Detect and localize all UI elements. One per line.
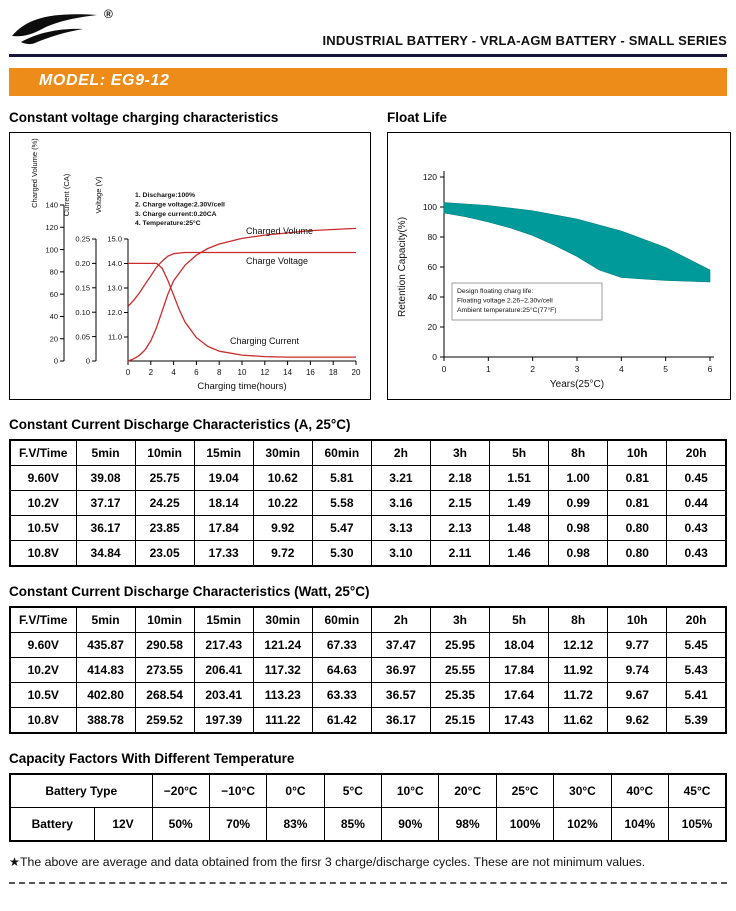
column-header: 15min xyxy=(194,607,253,633)
svg-text:5: 5 xyxy=(663,364,669,374)
temperature-header: 20°C xyxy=(439,774,496,808)
column-header: 5h xyxy=(490,607,549,633)
table-row xyxy=(10,633,726,658)
bottom-dashed-divider xyxy=(9,882,727,884)
capacity-factor-cell: 83% xyxy=(267,808,324,842)
value-cell: 5.45 xyxy=(667,633,726,658)
value-cell: 111.22 xyxy=(253,708,312,734)
svg-text:0.15: 0.15 xyxy=(75,283,90,293)
discharge-amp-table xyxy=(9,439,727,567)
svg-text:Years(25°C): Years(25°C) xyxy=(549,379,605,390)
value-cell: 12.12 xyxy=(549,633,608,658)
column-header: 5min xyxy=(76,440,135,466)
value-cell: 388.78 xyxy=(76,708,135,734)
svg-text:0.25: 0.25 xyxy=(75,234,90,244)
svg-text:4: 4 xyxy=(171,368,176,377)
value-cell: 61.42 xyxy=(312,708,371,734)
column-header: 20h xyxy=(667,440,726,466)
value-cell: 5.43 xyxy=(667,658,726,683)
column-header: 3h xyxy=(430,607,489,633)
svg-text:6: 6 xyxy=(194,368,199,377)
svg-text:2: 2 xyxy=(530,364,536,374)
temperature-header: 30°C xyxy=(554,774,611,808)
header-row xyxy=(10,440,726,466)
row-header: 10.2V xyxy=(10,491,76,516)
value-cell: 1.49 xyxy=(490,491,549,516)
temperature-header: 45°C xyxy=(669,774,726,808)
svg-text:140: 140 xyxy=(45,200,58,210)
svg-text:16: 16 xyxy=(305,368,315,377)
value-cell: 25.95 xyxy=(430,633,489,658)
model-banner xyxy=(9,68,727,96)
value-cell: 34.84 xyxy=(76,541,135,567)
value-cell: 117.32 xyxy=(253,658,312,683)
svg-text:2. Charge voltage:2.30V/cell: 2. Charge voltage:2.30V/cell xyxy=(135,201,225,209)
value-cell: 113.23 xyxy=(253,683,312,708)
value-cell: 203.41 xyxy=(194,683,253,708)
value-cell: 10.62 xyxy=(253,466,312,491)
page-header xyxy=(9,8,727,57)
svg-text:20: 20 xyxy=(427,322,437,332)
value-cell: 11.62 xyxy=(549,708,608,734)
capacity-factor-cell: 98% xyxy=(439,808,496,842)
battery-type-header: Battery Type xyxy=(10,774,152,808)
svg-text:Charged Volume: Charged Volume xyxy=(246,226,314,236)
svg-text:Ambient temperature:25°C(77°F): Ambient temperature:25°C(77°F) xyxy=(457,307,557,315)
svg-text:10: 10 xyxy=(237,368,247,377)
float-life-chart-frame xyxy=(387,132,731,400)
charts-row xyxy=(9,110,727,400)
column-header: F.V/Time xyxy=(10,607,76,633)
footnote: ★The above are average and data obtained from the firsr 3 charge/discharge cycles. These are not minimum values. xyxy=(9,855,646,869)
column-header: 30min xyxy=(253,440,312,466)
column-header: 8h xyxy=(549,440,608,466)
svg-text:0: 0 xyxy=(85,356,90,366)
battery-voltage-cell: 12V xyxy=(94,808,152,842)
value-cell: 5.41 xyxy=(667,683,726,708)
svg-text:0: 0 xyxy=(441,364,447,374)
value-cell: 23.85 xyxy=(135,516,194,541)
value-cell: 5.47 xyxy=(312,516,371,541)
capacity-factor-cell: 90% xyxy=(382,808,439,842)
value-cell: 0.43 xyxy=(667,541,726,567)
table-row xyxy=(10,808,726,842)
capacity-factors-section xyxy=(9,751,727,842)
row-header: 10.8V xyxy=(10,708,76,734)
column-header: F.V/Time xyxy=(10,440,76,466)
value-cell: 206.41 xyxy=(194,658,253,683)
svg-text:120: 120 xyxy=(422,172,437,182)
value-cell: 259.52 xyxy=(135,708,194,734)
float-life-section xyxy=(387,110,731,400)
value-cell: 0.81 xyxy=(608,491,667,516)
svg-text:20: 20 xyxy=(351,368,361,377)
value-cell: 17.84 xyxy=(490,658,549,683)
value-cell: 25.35 xyxy=(430,683,489,708)
column-header: 10h xyxy=(608,440,667,466)
value-cell: 273.55 xyxy=(135,658,194,683)
value-cell: 19.04 xyxy=(194,466,253,491)
svg-text:0.20: 0.20 xyxy=(75,259,90,269)
capacity-factors-table xyxy=(9,773,727,842)
discharge-watt-section xyxy=(9,584,727,734)
svg-text:100: 100 xyxy=(45,245,58,255)
svg-text:120: 120 xyxy=(45,222,58,232)
svg-text:1: 1 xyxy=(485,364,491,374)
svg-text:Voltage (V): Voltage (V) xyxy=(94,176,103,214)
value-cell: 5.58 xyxy=(312,491,371,516)
value-cell: 9.72 xyxy=(253,541,312,567)
value-cell: 17.33 xyxy=(194,541,253,567)
value-cell: 121.24 xyxy=(253,633,312,658)
column-header: 5min xyxy=(76,607,135,633)
temperature-header: 40°C xyxy=(611,774,668,808)
value-cell: 9.92 xyxy=(253,516,312,541)
svg-text:0.05: 0.05 xyxy=(75,332,90,342)
value-cell: 11.72 xyxy=(549,683,608,708)
value-cell: 36.17 xyxy=(76,516,135,541)
temperature-header: −10°C xyxy=(209,774,266,808)
svg-text:12.0: 12.0 xyxy=(107,308,122,318)
temperature-header: 25°C xyxy=(496,774,553,808)
table-row xyxy=(10,658,726,683)
svg-text:8: 8 xyxy=(216,368,222,377)
column-header: 3h xyxy=(430,440,489,466)
row-header: 10.5V xyxy=(10,516,76,541)
value-cell: 435.87 xyxy=(76,633,135,658)
discharge-watt-table xyxy=(9,606,727,734)
column-header: 10h xyxy=(608,607,667,633)
svg-text:0: 0 xyxy=(53,356,58,366)
svg-text:4: 4 xyxy=(618,364,624,374)
value-cell: 9.67 xyxy=(608,683,667,708)
table-row xyxy=(10,466,726,491)
row-header: 10.8V xyxy=(10,541,76,567)
column-header: 10min xyxy=(135,440,194,466)
column-header: 60min xyxy=(312,440,371,466)
svg-text:60: 60 xyxy=(49,289,58,299)
brand-logo xyxy=(9,10,101,50)
svg-text:80: 80 xyxy=(49,267,58,277)
value-cell: 9.74 xyxy=(608,658,667,683)
value-cell: 0.81 xyxy=(608,466,667,491)
column-header: 15min xyxy=(194,440,253,466)
value-cell: 0.98 xyxy=(549,516,608,541)
svg-text:0: 0 xyxy=(432,352,437,362)
value-cell: 5.30 xyxy=(312,541,371,567)
value-cell: 402.80 xyxy=(76,683,135,708)
capacity-factor-cell: 105% xyxy=(669,808,726,842)
svg-text:13.0: 13.0 xyxy=(107,283,122,293)
value-cell: 18.04 xyxy=(490,633,549,658)
column-header: 60min xyxy=(312,607,371,633)
svg-text:100: 100 xyxy=(422,202,437,212)
svg-text:6: 6 xyxy=(707,364,713,374)
column-header: 20h xyxy=(667,607,726,633)
temperature-header: 10°C xyxy=(382,774,439,808)
capacity-factor-cell: 100% xyxy=(496,808,553,842)
float-life-chart xyxy=(388,133,730,399)
registered-trademark-symbol: ® xyxy=(104,7,113,21)
svg-text:80: 80 xyxy=(427,232,437,242)
svg-text:4. Temperature:25°C: 4. Temperature:25°C xyxy=(135,220,201,228)
svg-text:0.10: 0.10 xyxy=(75,307,90,317)
svg-text:14.0: 14.0 xyxy=(107,259,122,269)
value-cell: 37.17 xyxy=(76,491,135,516)
value-cell: 2.13 xyxy=(430,516,489,541)
row-header: 9.60V xyxy=(10,633,76,658)
value-cell: 1.00 xyxy=(549,466,608,491)
charging-chart xyxy=(10,133,370,399)
svg-text:Floating voltage 2.26~2.30v/ce: Floating voltage 2.26~2.30v/cell xyxy=(457,297,553,305)
column-header: 5h xyxy=(490,440,549,466)
value-cell: 0.45 xyxy=(667,466,726,491)
value-cell: 290.58 xyxy=(135,633,194,658)
svg-text:0: 0 xyxy=(125,368,131,377)
value-cell: 9.62 xyxy=(608,708,667,734)
value-cell: 2.15 xyxy=(430,491,489,516)
svg-text:Charged Volume (%): Charged Volume (%) xyxy=(30,138,39,208)
table-row xyxy=(10,708,726,734)
charging-chart-frame xyxy=(9,132,371,400)
value-cell: 217.43 xyxy=(194,633,253,658)
value-cell: 3.21 xyxy=(371,466,430,491)
value-cell: 11.92 xyxy=(549,658,608,683)
svg-text:40: 40 xyxy=(49,312,58,322)
table-row xyxy=(10,541,726,567)
value-cell: 0.80 xyxy=(608,541,667,567)
value-cell: 25.15 xyxy=(430,708,489,734)
row-header: 10.5V xyxy=(10,683,76,708)
value-cell: 0.80 xyxy=(608,516,667,541)
header-row xyxy=(10,774,726,808)
temperature-header: −20°C xyxy=(152,774,209,808)
value-cell: 0.43 xyxy=(667,516,726,541)
svg-text:14: 14 xyxy=(283,368,293,377)
value-cell: 2.11 xyxy=(430,541,489,567)
value-cell: 36.57 xyxy=(371,683,430,708)
svg-text:3: 3 xyxy=(574,364,580,374)
temperature-header: 5°C xyxy=(324,774,381,808)
column-header: 2h xyxy=(371,440,430,466)
header-divider xyxy=(9,54,727,57)
svg-text:60: 60 xyxy=(427,262,437,272)
value-cell: 5.39 xyxy=(667,708,726,734)
svg-text:Current (CA): Current (CA) xyxy=(62,173,71,217)
value-cell: 197.39 xyxy=(194,708,253,734)
header-title: INDUSTRIAL BATTERY - VRLA-AGM BATTERY - SMALL SERIES xyxy=(322,33,727,48)
svg-text:Retention Capacity(%): Retention Capacity(%) xyxy=(397,216,408,318)
value-cell: 0.98 xyxy=(549,541,608,567)
value-cell: 39.08 xyxy=(76,466,135,491)
value-cell: 268.54 xyxy=(135,683,194,708)
svg-text:1. Discharge:100%: 1. Discharge:100% xyxy=(135,192,196,199)
column-header: 10min xyxy=(135,607,194,633)
value-cell: 17.43 xyxy=(490,708,549,734)
svg-text:Design floating charg life:: Design floating charg life: xyxy=(457,288,534,295)
value-cell: 9.77 xyxy=(608,633,667,658)
header-row xyxy=(10,607,726,633)
capacity-factor-cell: 70% xyxy=(209,808,266,842)
value-cell: 24.25 xyxy=(135,491,194,516)
value-cell: 64.63 xyxy=(312,658,371,683)
float-life-title: Float Life xyxy=(387,110,447,125)
charging-characteristics-section xyxy=(9,110,371,400)
capacity-factor-cell: 104% xyxy=(611,808,668,842)
svg-text:2: 2 xyxy=(148,368,154,377)
discharge-amp-section xyxy=(9,417,727,567)
row-header: 10.2V xyxy=(10,658,76,683)
value-cell: 63.33 xyxy=(312,683,371,708)
discharge-watt-table-title: Constant Current Discharge Characteristics (Watt, 25°C) xyxy=(9,584,370,599)
temperature-header: 0°C xyxy=(267,774,324,808)
value-cell: 25.55 xyxy=(430,658,489,683)
row-header: Battery xyxy=(10,808,94,842)
value-cell: 23.05 xyxy=(135,541,194,567)
value-cell: 18.14 xyxy=(194,491,253,516)
value-cell: 1.48 xyxy=(490,516,549,541)
discharge-amp-table-title: Constant Current Discharge Characteristics (A, 25°C) xyxy=(9,417,351,432)
value-cell: 37.47 xyxy=(371,633,430,658)
header-row xyxy=(9,8,727,54)
table-row xyxy=(10,491,726,516)
model-label: MODEL: EG9-12 xyxy=(39,72,170,89)
value-cell: 17.64 xyxy=(490,683,549,708)
svg-text:11.0: 11.0 xyxy=(107,332,122,342)
capacity-factor-cell: 85% xyxy=(324,808,381,842)
value-cell: 0.44 xyxy=(667,491,726,516)
value-cell: 414.83 xyxy=(76,658,135,683)
value-cell: 36.97 xyxy=(371,658,430,683)
svg-text:Charging Current: Charging Current xyxy=(230,336,300,346)
svg-text:15.0: 15.0 xyxy=(107,234,122,244)
table-row xyxy=(10,683,726,708)
capacity-factor-cell: 50% xyxy=(152,808,209,842)
value-cell: 5.81 xyxy=(312,466,371,491)
svg-text:18: 18 xyxy=(328,368,338,377)
row-header: 9.60V xyxy=(10,466,76,491)
svg-text:Charging time(hours): Charging time(hours) xyxy=(197,381,287,392)
column-header: 30min xyxy=(253,607,312,633)
column-header: 2h xyxy=(371,607,430,633)
value-cell: 67.33 xyxy=(312,633,371,658)
value-cell: 2.18 xyxy=(430,466,489,491)
value-cell: 36.17 xyxy=(371,708,430,734)
value-cell: 0.99 xyxy=(549,491,608,516)
capacity-table-title: Capacity Factors With Different Temperature xyxy=(9,751,295,766)
capacity-factor-cell: 102% xyxy=(554,808,611,842)
value-cell: 1.51 xyxy=(490,466,549,491)
svg-text:3. Charge current:0.20CA: 3. Charge current:0.20CA xyxy=(135,210,217,218)
value-cell: 1.46 xyxy=(490,541,549,567)
column-header: 8h xyxy=(549,607,608,633)
value-cell: 17.84 xyxy=(194,516,253,541)
value-cell: 3.10 xyxy=(371,541,430,567)
svg-text:12: 12 xyxy=(260,368,270,377)
svg-text:40: 40 xyxy=(427,292,437,302)
value-cell: 3.16 xyxy=(371,491,430,516)
value-cell: 3.13 xyxy=(371,516,430,541)
svg-text:20: 20 xyxy=(49,334,58,344)
table-row xyxy=(10,516,726,541)
svg-text:Charge Voltage: Charge Voltage xyxy=(246,256,309,266)
charging-chart-title: Constant voltage charging characteristics xyxy=(9,110,279,125)
value-cell: 25.75 xyxy=(135,466,194,491)
value-cell: 10.22 xyxy=(253,491,312,516)
